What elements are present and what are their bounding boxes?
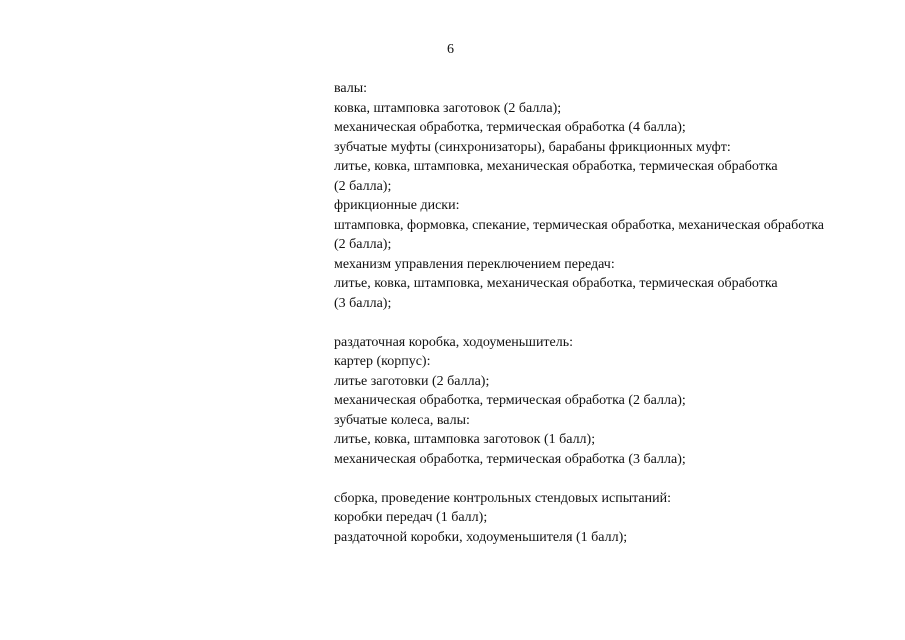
section-transfer-case xyxy=(334,333,894,470)
text-line: (2 балла); xyxy=(334,237,392,252)
text-line: зубчатые колеса, валы: xyxy=(334,412,470,428)
text-line: картер (корпус): xyxy=(334,354,431,369)
text-line: раздаточная коробка, ходоуменьшитель: xyxy=(334,334,574,350)
text-line: зубчатые муфты (синхронизаторы), барабаны фрикционных муфт: xyxy=(334,139,731,155)
text-line: (2 балла); xyxy=(334,178,392,194)
text-line: литье заготовки (2 балла); xyxy=(334,373,490,389)
text-line: литье, ковка, штамповка, механическая обработка, термическая обработка xyxy=(334,276,778,291)
text-line: литье, ковка, штамповка заготовок (1 балл); xyxy=(334,432,596,447)
text-line: раздаточной коробки, ходоуменьшителя (1 балл); xyxy=(334,529,628,545)
text-line: литье, ковка, штамповка, механическая обработка, термическая обработка xyxy=(334,159,778,174)
text-line: сборка, проведение контрольных стендовых испытаний: xyxy=(334,490,672,506)
paragraph-gap xyxy=(334,469,894,489)
text-line: штамповка, формовка, спекание, термическая обработка, механическая обработка xyxy=(334,217,824,233)
section-assembly-testing xyxy=(334,489,894,548)
paragraph-gap xyxy=(334,313,894,333)
text-line: (3 балла); xyxy=(334,295,392,311)
text-line: механическая обработка, термическая обработка (4 балла); xyxy=(334,120,686,135)
document-body xyxy=(334,79,894,547)
text-line: валы: xyxy=(334,81,368,96)
text-line: фрикционные диски: xyxy=(334,198,460,213)
page-number: 6 xyxy=(447,42,454,57)
section-gearbox-parts xyxy=(334,79,894,313)
text-line: механическая обработка, термическая обработка (3 балла); xyxy=(334,451,686,467)
text-line: механизм управления переключением передач: xyxy=(334,256,615,272)
text-line: коробки передач (1 балл); xyxy=(334,510,488,525)
text-line: механическая обработка, термическая обработка (2 балла); xyxy=(334,393,686,408)
text-line: ковка, штамповка заготовок (2 балла); xyxy=(334,100,562,116)
